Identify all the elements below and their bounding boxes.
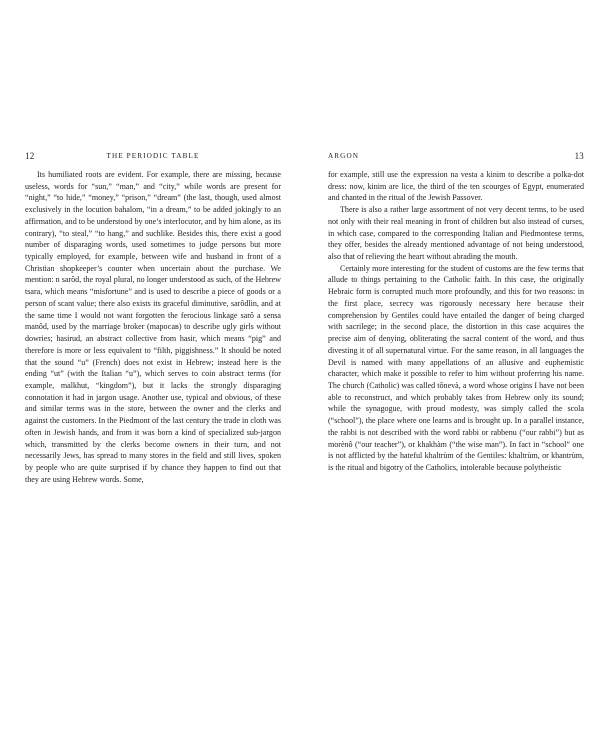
running-head-title: THE PERIODIC TABLE [106,152,200,160]
page-number: 12 [25,151,35,161]
page-number: 13 [574,151,584,161]
paragraph: for example, still use the expression na vesta a kinim to describe a polka-dot dress: now, kinim are lice, the third of the ten scourges of Egypt, enumerated and chanted in the ritual of the Jewish Passover. [328,170,584,203]
left-body-text [25,169,281,485]
right-body-text [328,169,584,474]
paragraph: Certainly more interesting for the student of customs are the few terms that allude to things pertaining to the Catholic faith. In this case, the originally Hebraic form is corrupted much more profoundly, and this for two reasons: in the first place, secrecy was rigorously necessary here because their comprehension by Gentiles could have entailed the danger of being charged with sacrilege; in the second place, the distortion in this case acquires the precise aim of denying, obliterating the sacral content of the word, and thus divesting it of all supernatural virtue. For the same reason, in all languages the Devil is named with many appellations of an allusive and euphemistic character, which make it possible to refer to him without proferring his name. The church (Catholic) was called tônevà, a word whose origins I have not been able to reconstruct, and which probably takes from Hebrew only its sound; while the synagogue, with proud modesty, was simply called the scola (“school”), the place where one learns and is brought up. In a parallel instance, the rabbi is not described with the word rabbi or rabbenu (“our rabbi”) but as morènô (“our teacher”), or khakhàm (“the wise man”). In fact in “school” one is not afflicted by the hateful khaltrùm of the Gentiles: khaltrùm, or khantrùm, is the ritual and bigotry of the Catholics, intolerable because polytheistic [328,263,584,472]
left-running-head [25,150,281,162]
running-head-title: ARGON [328,152,360,160]
left-page [25,150,281,485]
right-running-head [328,150,584,162]
paragraph: There is also a rather large assortment of not very decent terms, to be used not only with their real meaning in front of children but also instead of curses, in which case, compared to the corresponding Italian and Piedmontese terms, they offer, besides the already mentioned advantage of not being understood, also that of relieving the heart without abrading the mouth. [328,205,584,262]
right-page [328,150,584,474]
paragraph: Its humiliated roots are evident. For example, there are missing, because useless, words for “sun,” “man,” and “city,” while words are present for “night,” “to hide,” “money,” “prison,” “dream” (the last, though, used almost exclusively in the locution bahalom, “in a dream,” to be added jokingly to an affirmation, and to be understood by one’s interlocutor, and by him alone, as its contrary), “to steal,” “to hang,” and suchlike. Besides this, there exist a good number of disparaging words, used sometimes to judge persons but more typically employed, for example, between wife and husband in front of a Christian shopkeeper’s counter when uncertain about the purchase. We mention: n sarôd, the royal plural, no longer understood as such, of the Hebrew tsara, which means “misfortune” and is used to describe a piece of goods or a person of scant value; there also exists its graceful diminutive, sarôdlìn, and at the same time I would not want forgotten the ferocious linkage sarô a sensa manôd, used by the marriage broker (maросав) to describe ugly girls without dowries; hasirud, an abstract collective from hasir, which means “pig” and therefore is more or less equivalent to “filth, piggishness.” It should be noted that the sound “u” (French) does not exist in Hebrew; instead here is the ending “ut” (with the Italian “u”), which serves to coin abstract terms (for example, malkhut, “kingdom”), but it lacks the strongly disparaging connotation it had in jargon usage. Another use, typical and obvious, of these and similar terms was in the store, between the owner and the clerks and against the customers. In the Piedmont of the last century the trade in cloth was often in Jewish hands, and from it was born a kind of specialized sub-jargon which, transmitted by the clerks become owners in their turn, and not necessarily Jews, has spread to many stores in the field and still lives, spoken by people who are quite surprised if by chance they happen to find out that they are using Hebrew words. Some, [25,170,281,484]
